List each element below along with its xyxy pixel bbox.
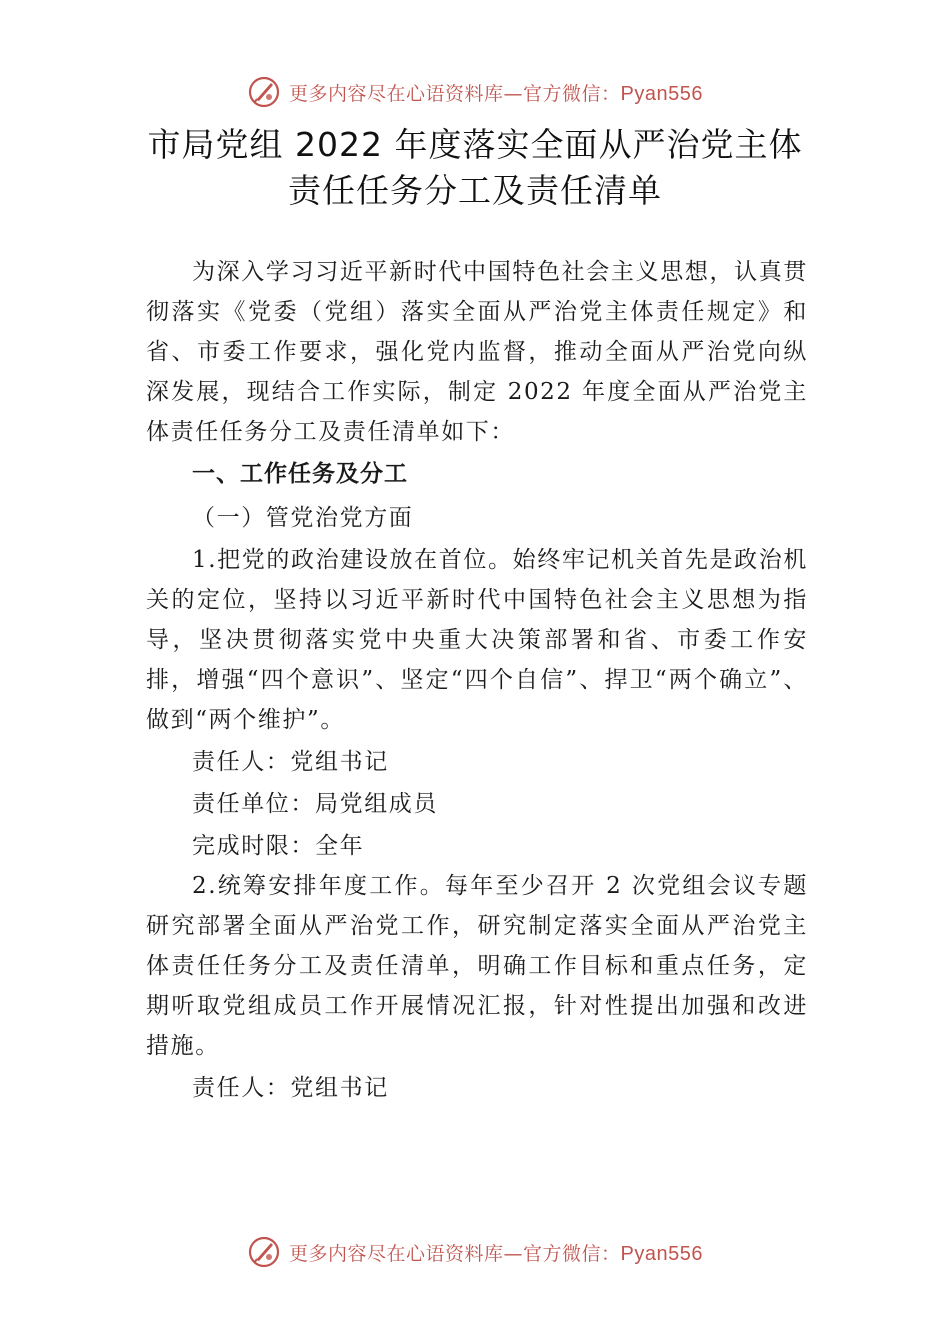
- section-heading: 一、工作任务及分工: [192, 461, 408, 487]
- watermark-header: [0, 72, 950, 112]
- item-1-paragraph: 1.把党的政治建设放在首位。始终牢记机关首先是政治机关的定位，坚持以习近平新时代中国特色社会主义思想为指导，坚决贯彻落实党中央重大决策部署和省、市委工作安排，增强“四个意识”、坚定“四个自信”、捍卫“两个确立”、做到“两个维护”。: [146, 547, 808, 733]
- item-1-responsible-person: 责任人：党组书记: [192, 749, 389, 775]
- item-2-paragraph: 2.统筹安排年度工作。每年至少召开 2 次党组会议专题研究部署全面从严治党工作，研究制定落实全面从严治党主体责任任务分工及责任清单，明确工作目标和重点任务，定期听取党组成员工作开展情况汇报，针对性提出加强和改进措施。: [146, 873, 808, 1059]
- watermark-label: 更多内容尽在心语资料库—官方微信：: [289, 1242, 621, 1265]
- title-line-2: 责任任务分工及责任清单: [288, 171, 662, 210]
- watermark-wechat-id: Pyan556: [620, 1242, 703, 1265]
- quill-logo-icon: [247, 75, 281, 109]
- watermark-text: [289, 1239, 703, 1266]
- item-2-responsible-person: 责任人：党组书记: [192, 1075, 389, 1101]
- item-1-deadline: 完成时限：全年: [192, 833, 365, 859]
- document-title: [0, 122, 950, 214]
- document-body: [146, 252, 808, 1108]
- title-line-1: 市局党组 2022 年度落实全面从严治党主体: [147, 125, 803, 164]
- item-1-responsible-unit: 责任单位：局党组成员: [192, 791, 438, 817]
- watermark-footer: [0, 1232, 950, 1272]
- watermark-label: 更多内容尽在心语资料库—官方微信：: [289, 82, 621, 105]
- intro-paragraph: 为深入学习习近平新时代中国特色社会主义思想，认真贯彻落实《党委（党组）落实全面从严治党主体责任规定》和省、市委工作要求，强化党内监督，推动全面从严治党向纵深发展，现结合工作实际，制定 2022 年度全面从严治党主体责任任务分工及责任清单如下：: [146, 259, 808, 445]
- watermark-text: [289, 79, 703, 106]
- subsection-heading: （一）管党治党方面: [192, 505, 414, 531]
- watermark-wechat-id: Pyan556: [620, 82, 703, 105]
- quill-logo-icon: [247, 1235, 281, 1269]
